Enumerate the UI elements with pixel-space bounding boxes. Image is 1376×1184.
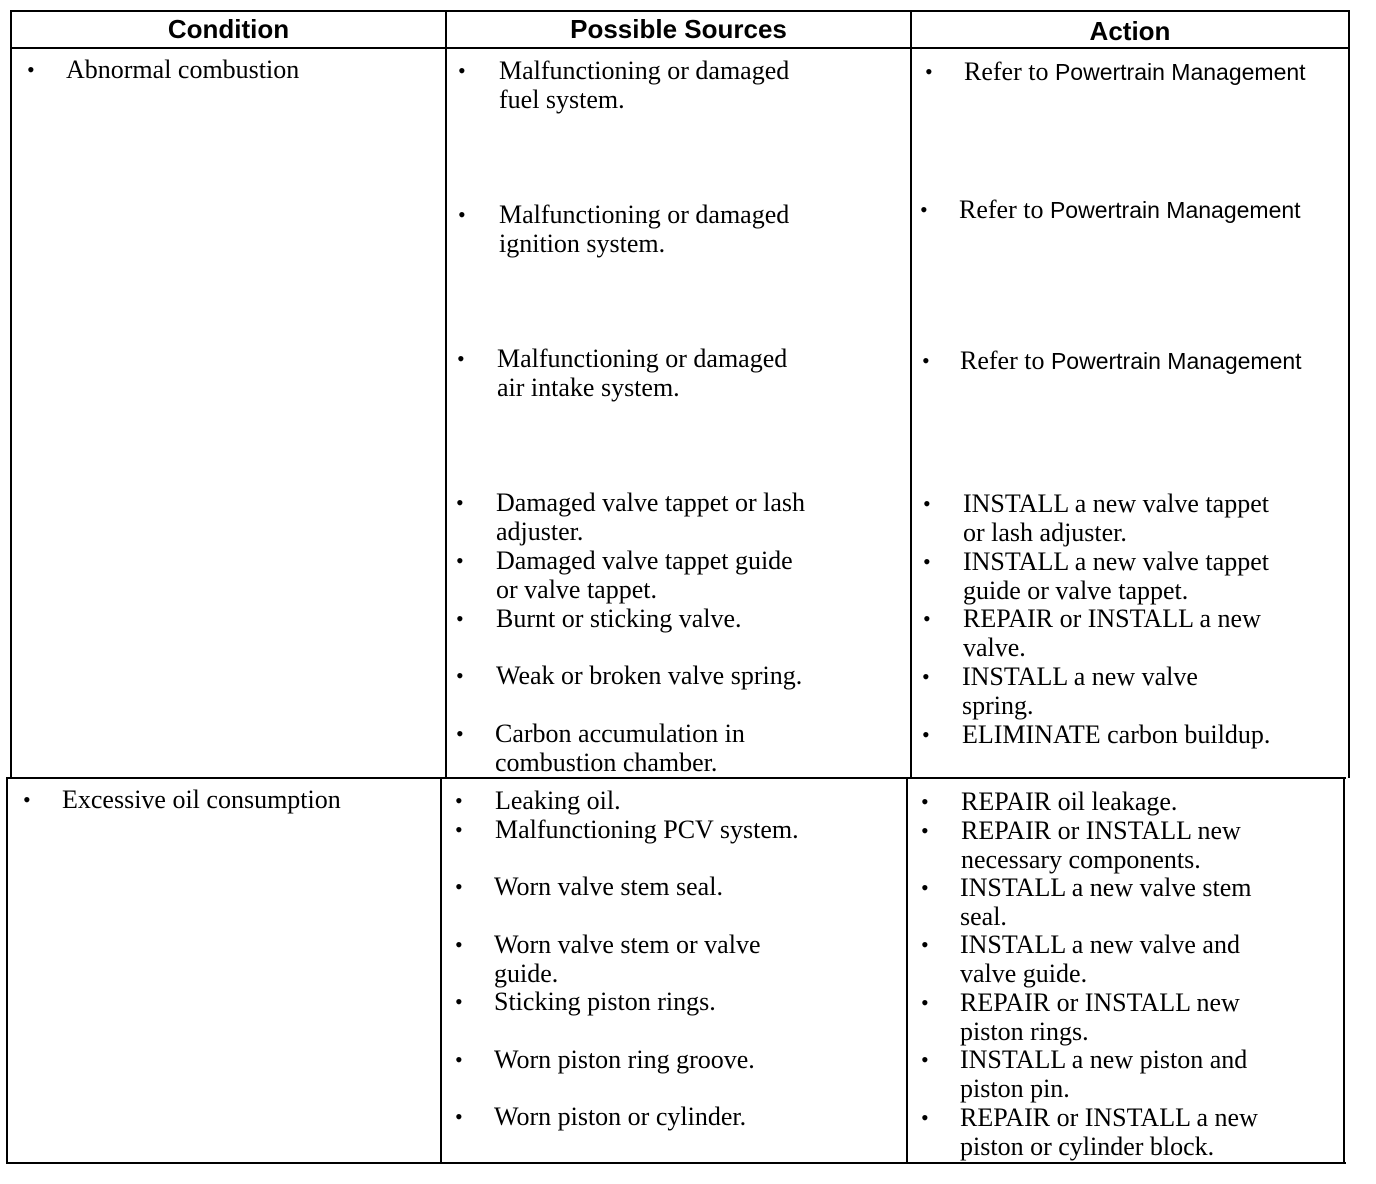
action-item: INSTALL a new valve tappet or lash adjuster.	[963, 489, 1269, 547]
source-item: Damaged valve tappet guide or valve tappet.	[496, 546, 793, 604]
source-item: Worn valve stem or valve guide.	[494, 930, 761, 988]
table-border-right	[1348, 10, 1350, 778]
action-item: Refer to Powertrain Management	[964, 57, 1306, 86]
action-item: INSTALL a new piston and piston pin.	[960, 1045, 1248, 1103]
bullet-icon: •	[456, 721, 464, 746]
source-item: Worn valve stem seal.	[494, 872, 723, 901]
action-item: ELIMINATE carbon buildup.	[962, 720, 1271, 749]
column-divider-2-lower	[906, 777, 908, 1164]
bullet-icon: •	[456, 548, 464, 573]
bullet-icon: •	[27, 57, 35, 82]
column-divider-1	[445, 10, 447, 778]
bullet-icon: •	[922, 348, 930, 373]
table-border-left	[10, 10, 12, 778]
source-item: Worn piston ring groove.	[494, 1045, 755, 1074]
bullet-icon: •	[456, 490, 464, 515]
table-border-left-lower	[6, 777, 8, 1164]
table-border-top	[10, 10, 1350, 12]
bullet-icon: •	[921, 818, 929, 843]
bullet-icon: •	[920, 197, 928, 222]
action-item: Refer to Powertrain Management	[960, 346, 1302, 375]
bullet-icon: •	[455, 932, 463, 957]
bullet-icon: •	[923, 606, 931, 631]
column-divider-1-lower	[440, 777, 442, 1164]
header-action: Action	[1089, 16, 1171, 46]
action-item: REPAIR or INSTALL a new piston or cylinder block.	[960, 1103, 1258, 1161]
bullet-icon: •	[455, 989, 463, 1014]
bullet-icon: •	[923, 549, 931, 574]
source-item: Malfunctioning or damaged ignition system.	[499, 200, 790, 258]
bullet-icon: •	[921, 789, 929, 814]
action-item: Refer to Powertrain Management	[959, 195, 1301, 224]
bullet-icon: •	[923, 491, 931, 516]
bullet-icon: •	[455, 788, 463, 813]
bullet-icon: •	[925, 59, 933, 84]
source-item: Malfunctioning or damaged air intake system.	[497, 344, 788, 402]
bullet-icon: •	[921, 1047, 929, 1072]
source-item: Malfunctioning or damaged fuel system.	[499, 56, 790, 114]
row-divider	[8, 777, 1346, 779]
bullet-icon: •	[455, 817, 463, 842]
header-divider	[10, 47, 1350, 49]
bullet-icon: •	[921, 932, 929, 957]
source-item: Malfunctioning PCV system.	[495, 815, 799, 844]
condition-excessive-oil-consumption: Excessive oil consumption	[62, 785, 341, 814]
bullet-icon: •	[921, 1105, 929, 1130]
source-item: Leaking oil.	[495, 786, 621, 815]
bullet-icon: •	[23, 787, 31, 812]
column-divider-2	[910, 10, 912, 778]
bullet-icon: •	[456, 606, 464, 631]
bullet-icon: •	[458, 202, 466, 227]
bullet-icon: •	[457, 346, 465, 371]
bullet-icon: •	[455, 874, 463, 899]
bullet-icon: •	[456, 663, 464, 688]
source-item: Carbon accumulation in combustion chamber.	[495, 719, 745, 777]
bullet-icon: •	[455, 1047, 463, 1072]
source-item: Worn piston or cylinder.	[494, 1102, 747, 1131]
action-item: REPAIR or INSTALL a new valve.	[963, 604, 1261, 662]
action-item: REPAIR or INSTALL new piston rings.	[960, 988, 1240, 1046]
bullet-icon: •	[922, 664, 930, 689]
header-condition: Condition	[167, 14, 290, 44]
action-item: INSTALL a new valve stem seal.	[960, 873, 1252, 931]
bullet-icon: •	[922, 722, 930, 747]
action-item: INSTALL a new valve tappet guide or valve tappet.	[963, 547, 1269, 605]
action-item: REPAIR or INSTALL new necessary components.	[961, 816, 1241, 874]
source-item: Burnt or sticking valve.	[496, 604, 742, 633]
source-item: Damaged valve tappet or lash adjuster.	[496, 488, 805, 546]
action-item: REPAIR oil leakage.	[961, 787, 1178, 816]
action-item: INSTALL a new valve and valve guide.	[960, 930, 1240, 988]
bullet-icon: •	[458, 58, 466, 83]
bullet-icon: •	[921, 875, 929, 900]
action-item: INSTALL a new valve spring.	[962, 662, 1198, 720]
bullet-icon: •	[921, 990, 929, 1015]
source-item: Sticking piston rings.	[494, 987, 716, 1016]
source-item: Weak or broken valve spring.	[496, 661, 803, 690]
table-border-right-lower	[1343, 777, 1345, 1164]
header-possible-sources: Possible Sources	[570, 14, 787, 44]
condition-abnormal-combustion: Abnormal combustion	[66, 55, 300, 84]
bullet-icon: •	[455, 1104, 463, 1129]
table-border-bottom	[6, 1162, 1346, 1164]
